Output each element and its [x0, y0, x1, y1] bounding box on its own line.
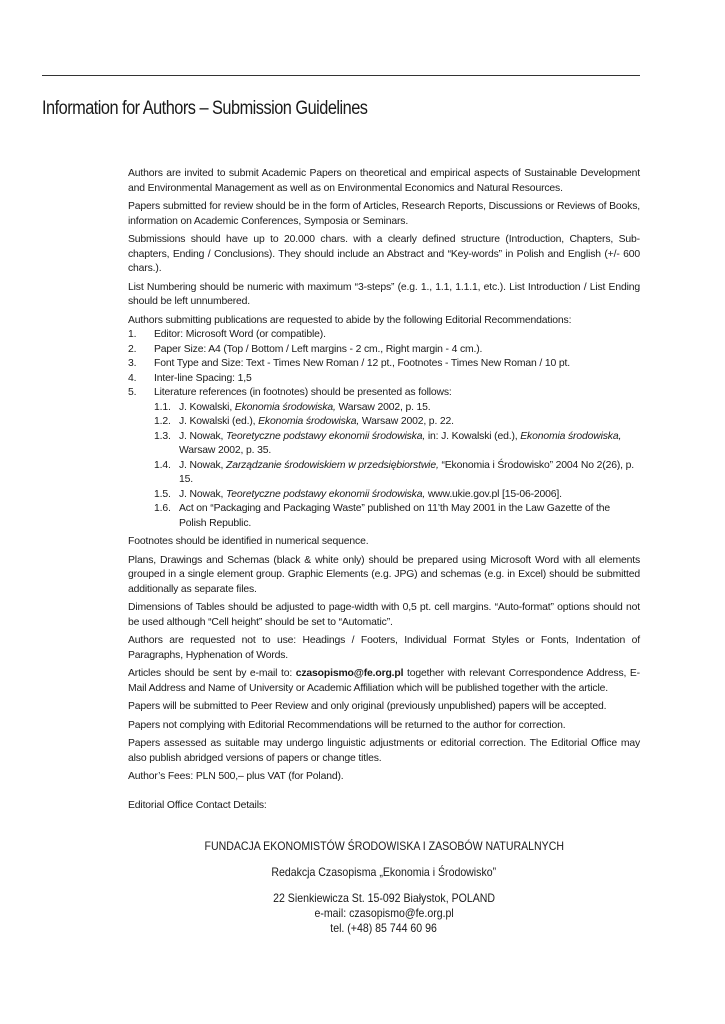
list-item [128, 372, 640, 387]
submission-email-paragraph [128, 667, 640, 696]
drawings-paragraph: Plans, Drawings and Schemas (black & white only) should be prepared using Microsoft Word with all elements grouped in a single element group. Graphic Elements (e.g. JPG) and schemas (e.g. in Excel) should be submitted additionally as separate files. [128, 554, 640, 595]
non-compliance-paragraph: Papers not complying with Editorial Recommendations will be returned to the author for correction. [128, 719, 566, 731]
reference-title: Teoretyczne podstawy ekonomii środowiska, [226, 430, 426, 442]
reference-number: 1.2. [154, 416, 171, 427]
list-item [128, 328, 640, 343]
recommendations-list [128, 328, 640, 531]
list-item-number: 2. [128, 343, 137, 355]
contact-label: Editorial Office Contact Details: [128, 799, 267, 811]
reference-details: Act on “Packaging and Packaging Waste” published on 11’th May 2001 in the Law Gazette of the Polish Republic. [179, 503, 610, 529]
reference-details: Warsaw 2002, p. 15. [335, 401, 431, 413]
reference-title-2: Ekonomia środowiska, [520, 430, 622, 442]
reference-title: Teoretyczne podstawy ekonomii środowiska, [226, 488, 426, 500]
formatting-paragraph: Authors are requested not to use: Headings / Footers, Individual Format Styles or Fonts, Indentation of Paragraphs, Hyphenation of Words. [128, 635, 640, 661]
reference-author: J. Nowak, [179, 459, 227, 471]
list-item [128, 357, 640, 372]
contact-phone: tel. (+48) 85 744 60 96 [330, 921, 438, 935]
header-rule [42, 75, 640, 76]
references-list [154, 401, 640, 532]
reference-title: Ekonomia środowiska, [234, 401, 336, 413]
list-item [128, 386, 640, 531]
list-item-text: Editor: Microsoft Word (or compatible). [154, 329, 326, 340]
reference-text [179, 488, 640, 503]
reference-item [154, 401, 640, 416]
contact-email-line [128, 906, 640, 921]
reference-number: 1.6. [154, 503, 171, 514]
reference-item [154, 415, 640, 430]
list-item-number: 4. [128, 372, 137, 384]
reference-item [154, 488, 640, 503]
reference-item [154, 502, 640, 531]
contact-email[interactable]: e-mail: czasopismo@fe.org.pl [314, 906, 454, 920]
submission-length-paragraph: Submissions should have up to 20.000 chars. with a clearly defined structure (Introduction, Chapters, Sub-chapters, Ending / Conclusions). They should include an Abstract and “Key-words” in Polish and English (+/- 600 chars.). [128, 234, 640, 274]
reference-title: Zarządzanie środowiskiem w przedsiębiorstwie, [226, 459, 439, 471]
reference-author: J. Nowak, [179, 430, 227, 442]
reference-number: 1.4. [154, 459, 171, 471]
recommendations-intro: Authors submitting publications are requested to abide by the following Editorial Recommendations: [128, 314, 572, 326]
contact-address-line [128, 891, 640, 906]
reference-text [179, 502, 640, 531]
reference-text [179, 401, 640, 416]
paper-types-paragraph: Papers submitted for review should be in the form of Articles, Research Reports, Discussions or Reviews of Books, information on Academic Conferences, Symposia or Seminars. [128, 201, 640, 227]
contact-editorial-line [128, 865, 640, 880]
list-item-content [154, 386, 640, 531]
reference-number: 1.3. [154, 430, 171, 442]
reference-number: 1.5. [154, 488, 171, 500]
reference-text [179, 459, 640, 488]
reference-item [154, 430, 640, 459]
peer-review-paragraph: Papers will be submitted to Peer Review and only original (previously unpublished) papers will be accepted. [128, 701, 607, 712]
reference-item [154, 459, 640, 488]
reference-details-2: Warsaw 2002, p. 35. [179, 445, 272, 456]
list-item-number: 1. [128, 329, 137, 340]
contact-editorial: Redakcja Czasopisma „Ekonomia i Środowisko” [271, 865, 497, 879]
reference-details: www.ukie.gov.pl [15-06-2006]. [425, 488, 562, 500]
list-numbering-paragraph: List Numbering should be numeric with maximum “3-steps” (e.g. 1., 1.1, 1.1.1, etc.). List Introduction / List Ending should be left unnumbered. [128, 281, 640, 307]
submission-email-link[interactable]: czasopismo@fe.org.pl [295, 668, 404, 679]
author-fees-paragraph: Author’s Fees: PLN 500,– plus VAT (for Poland). [128, 771, 344, 782]
reference-details: Warsaw 2002, p. 22. [359, 416, 454, 427]
contact-address: 22 Sienkiewicza St. 15-092 Białystok, POLAND [273, 891, 495, 905]
footnotes-paragraph: Footnotes should be identified in numerical sequence. [128, 536, 369, 547]
contact-org-line [128, 839, 640, 854]
submission-email-details: together with relevant Correspondence Address, E-Mail Address and Name of University or Academic Affiliation which will be published together with the article. [128, 668, 640, 694]
list-item-text: Inter-line Spacing: 1,5 [154, 372, 252, 384]
reference-author: J. Nowak, [179, 488, 227, 500]
contact-block [128, 839, 640, 936]
contact-phone-line [128, 921, 640, 936]
list-item-text: Font Type and Size: Text - Times New Roman / 12 pt., Footnotes - Times New Roman / 10 pt. [154, 358, 570, 369]
intro-paragraph: Authors are invited to submit Academic Papers on theoretical and empirical aspects of Sustainable Development and Environmental Management as well as on Environmental Economics and Natural Resources. [128, 168, 640, 194]
list-item-text: Paper Size: A4 (Top / Bottom / Left margins - 2 cm., Right margin - 4 cm.). [154, 343, 483, 355]
guidelines-body [128, 167, 640, 817]
reference-author: J. Kowalski (ed.), [179, 416, 259, 427]
reference-details: “Ekonomia i Środowisko” 2004 No 2(26), p. 15. [179, 459, 634, 485]
list-item-number: 5. [128, 387, 137, 398]
editorial-correction-paragraph: Papers assessed as suitable may undergo linguistic adjustments or editorial correction. The Editorial Office may also publish abridged versions of papers or change titles. [128, 738, 640, 764]
list-item [128, 343, 640, 358]
tables-paragraph: Dimensions of Tables should be adjusted to page-width with 0,5 pt. cell margins. “Auto-format” options should not be used although “Cell height” should be set to “Automatic”. [128, 602, 640, 628]
reference-title: Ekonomia środowiska, [258, 416, 360, 427]
reference-number: 1.1. [154, 401, 171, 413]
reference-text [179, 430, 640, 459]
list-item-text: Literature references (in footnotes) should be presented as follows: [154, 387, 452, 398]
reference-details: in: J. Kowalski (ed.), [425, 430, 521, 442]
list-item-number: 3. [128, 358, 137, 369]
reference-author: J. Kowalski, [179, 401, 235, 413]
submission-email-intro: Articles should be sent by e-mail to: [128, 668, 296, 679]
contact-org: FUNDACJA EKONOMISTÓW ŚRODOWISKA I ZASOBÓW NATURALNYCH [204, 839, 564, 853]
reference-text [179, 415, 640, 430]
page-title: Information for Authors – Submission Guidelines [42, 98, 368, 119]
